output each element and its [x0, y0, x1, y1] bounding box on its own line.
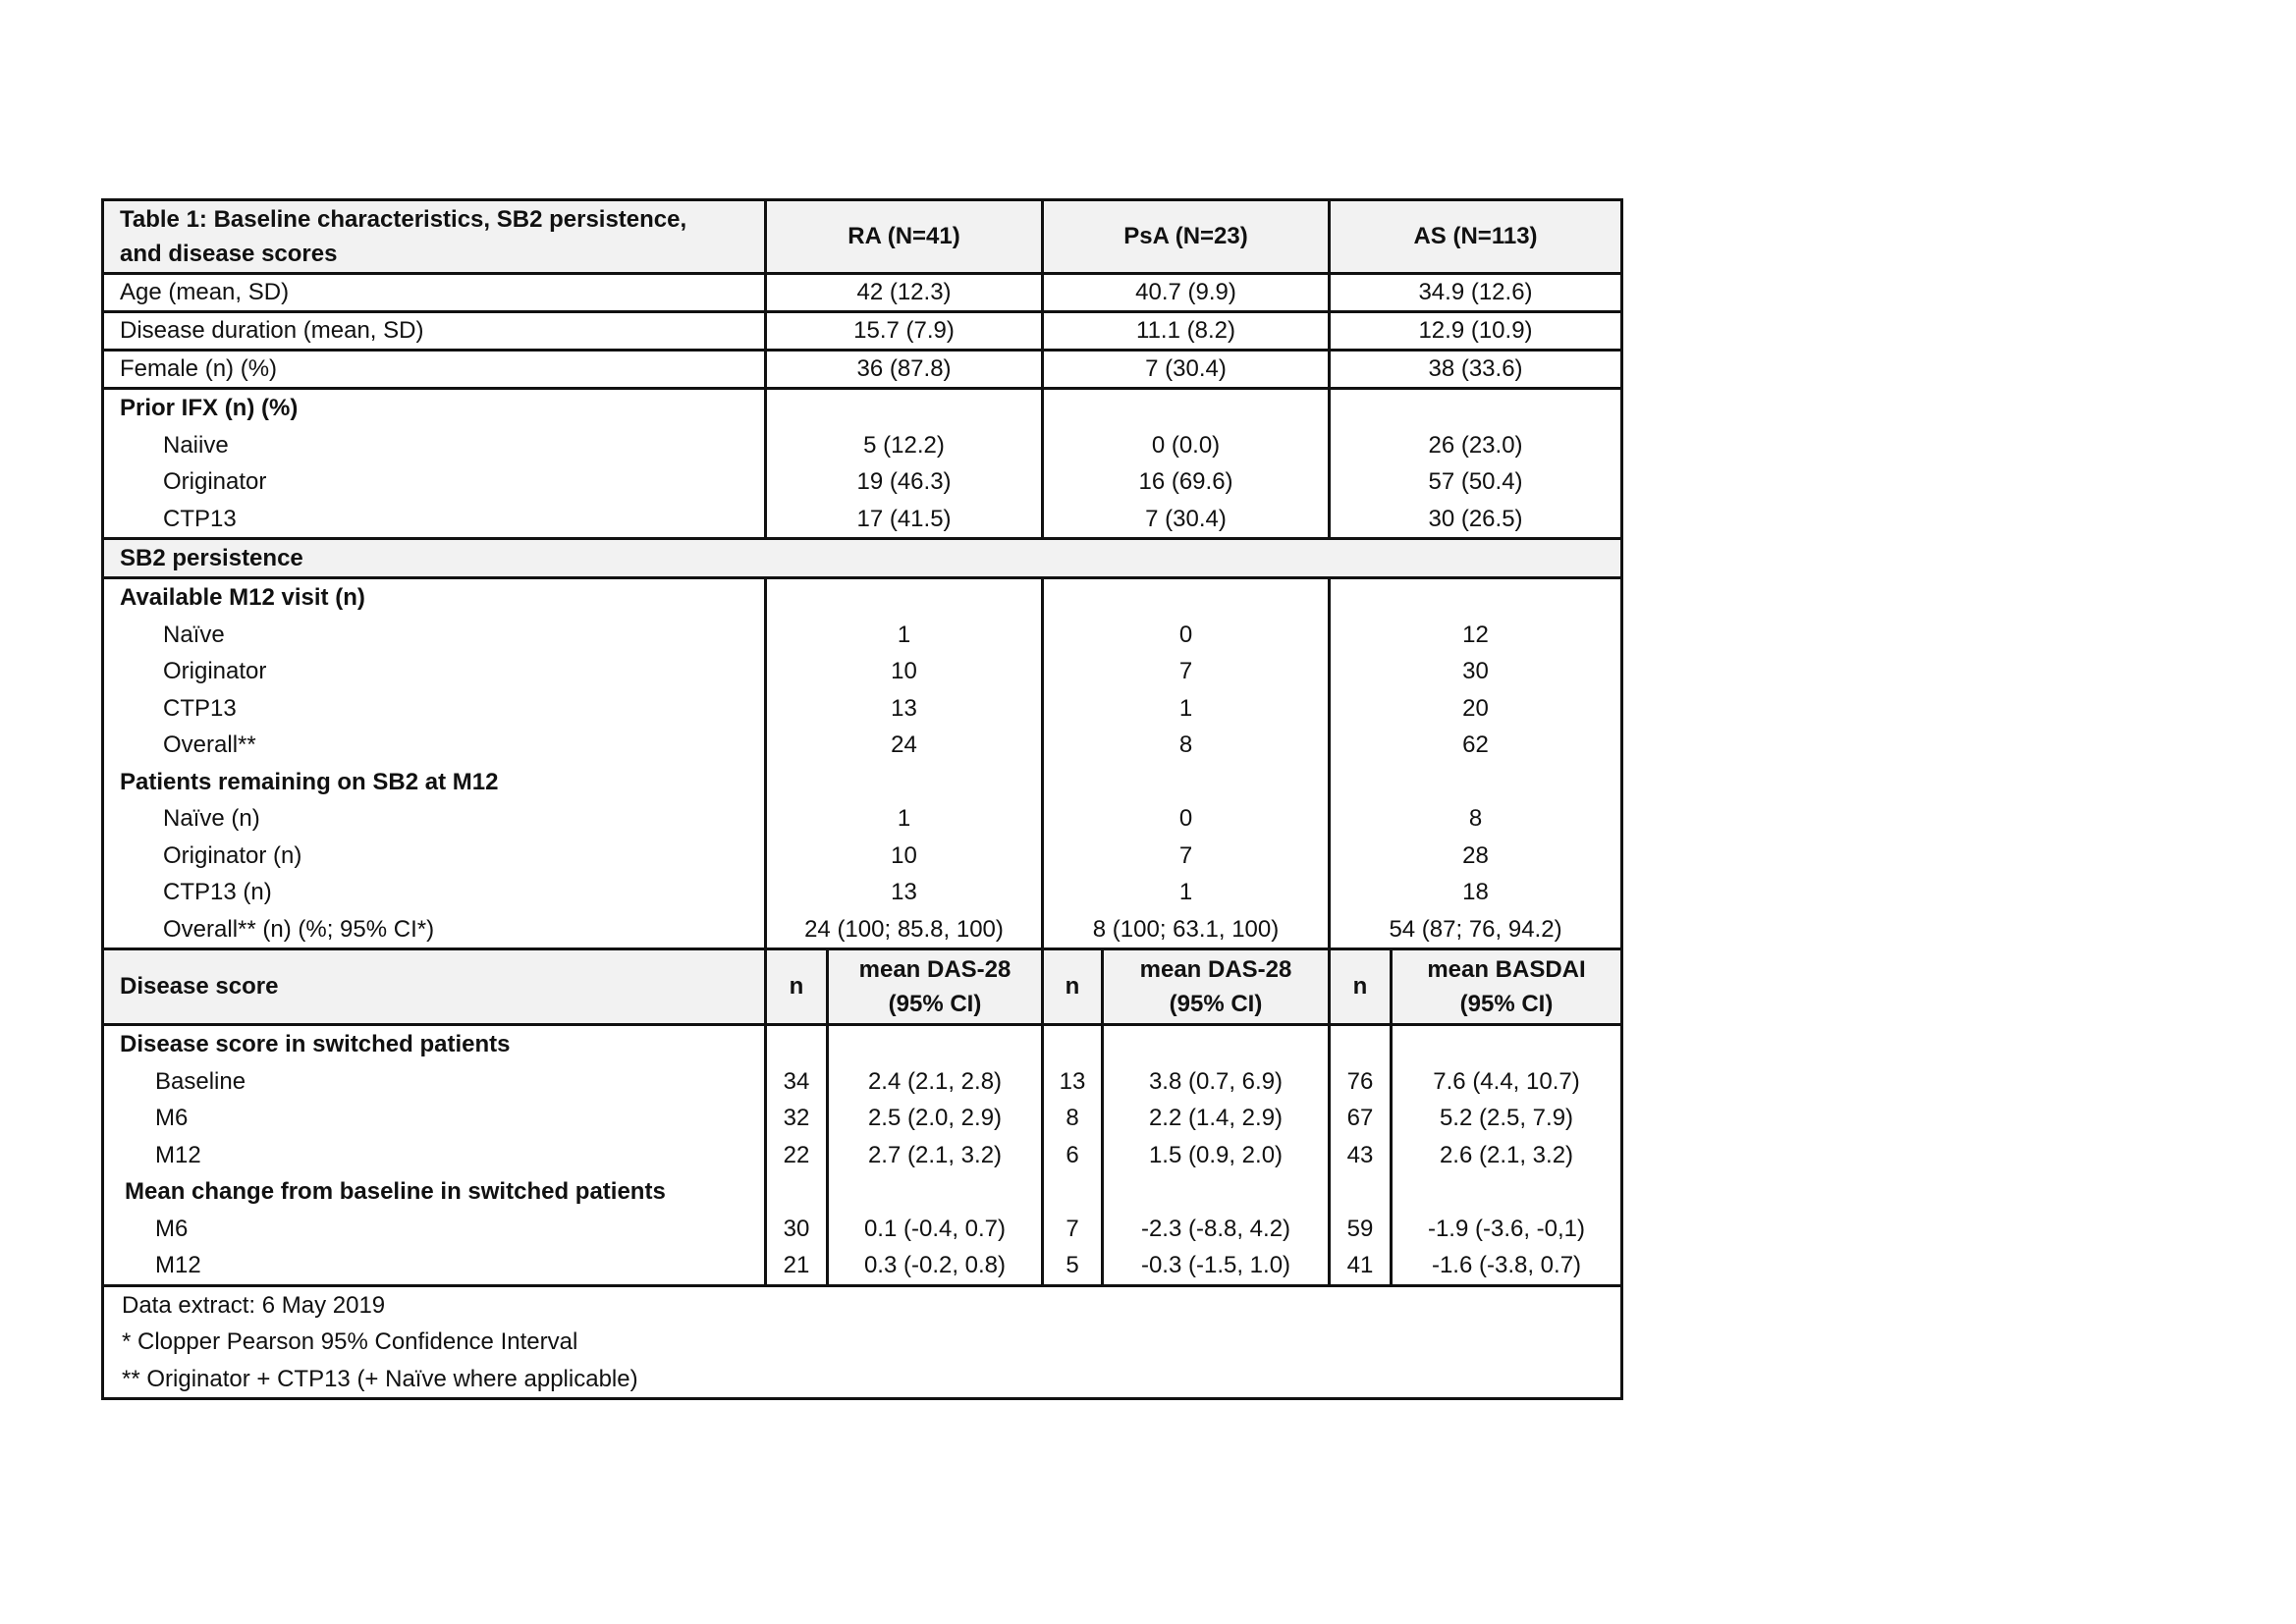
cell: 67 — [1346, 1105, 1374, 1131]
cell: 59 — [1346, 1215, 1374, 1242]
cell: 41 — [1346, 1252, 1374, 1278]
cell: 0.3 (-0.2, 0.8) — [863, 1252, 1007, 1278]
psa-score-values — [1103, 1025, 1330, 1286]
section-heading: Prior IFX (n) (%) — [120, 395, 299, 421]
section-heading: Mean change from baseline in switched patients — [125, 1178, 666, 1205]
cell: 57 (50.4) — [1428, 468, 1523, 495]
ra-n-values — [766, 1025, 828, 1286]
cell: 1.5 (0.9, 2.0) — [1148, 1141, 1284, 1168]
cell: 54 (87; 76, 94.2) — [1389, 915, 1562, 943]
section-heading: Patients remaining on SB2 at M12 — [120, 768, 499, 795]
cell: -1.9 (-3.6, -0,1) — [1427, 1215, 1586, 1242]
cell: 13 — [891, 694, 917, 722]
sb2-persistence-block — [103, 578, 1622, 949]
cell: 7 (30.4) — [1145, 505, 1227, 532]
row-label: Originator — [163, 468, 267, 495]
cell: 19 (46.3) — [856, 468, 952, 495]
cell: 36 (87.8) — [766, 351, 1043, 389]
table-title — [103, 200, 766, 274]
cell: 11.1 (8.2) — [1043, 312, 1330, 351]
footnotes-row — [103, 1285, 1622, 1399]
row-label: Baseline — [155, 1067, 246, 1095]
cell: 76 — [1346, 1067, 1374, 1095]
title-line: and disease scores — [120, 241, 338, 267]
cell: 5 — [1066, 1252, 1079, 1278]
footnote: * Clopper Pearson 95% Confidence Interval — [122, 1328, 578, 1355]
table-row — [103, 312, 1622, 351]
cell: 18 — [1462, 879, 1489, 905]
cell: 1 — [1178, 694, 1193, 722]
table-row — [103, 351, 1622, 389]
row-label: Naïve — [163, 621, 225, 648]
cell: 8 — [1066, 1105, 1079, 1131]
cell: 15.7 (7.9) — [766, 312, 1043, 351]
row-label: Originator (n) — [163, 841, 302, 869]
row-label: Age (mean, SD) — [103, 274, 766, 312]
metric-header — [1392, 949, 1622, 1025]
cell: 10 — [891, 841, 917, 869]
prior-ifx-labels — [103, 389, 766, 539]
cell: 62 — [1462, 731, 1489, 758]
cell: 26 (23.0) — [1428, 431, 1523, 459]
disease-score-header-row — [103, 949, 1622, 1025]
psa-n-values — [1043, 1025, 1103, 1286]
column-header-as: AS (N=113) — [1330, 200, 1622, 274]
cell: 20 — [1462, 694, 1489, 722]
cell: 10 — [891, 658, 917, 684]
cell: 32 — [783, 1105, 810, 1131]
section-heading: Disease score — [103, 949, 766, 1025]
row-label: Overall** — [163, 731, 256, 758]
as-values — [1330, 578, 1622, 949]
n-header: n — [766, 949, 828, 1025]
cell: 24 — [891, 731, 917, 758]
footnote: ** Originator + CTP13 (+ Naïve where applicable) — [122, 1365, 638, 1392]
cell: 3.8 (0.7, 6.9) — [1148, 1067, 1284, 1095]
cell: 30 — [783, 1215, 810, 1242]
row-label: M6 — [155, 1215, 189, 1242]
cell: 7 — [1178, 841, 1193, 869]
row-label: M12 — [155, 1252, 201, 1278]
cell: 16 (69.6) — [1138, 468, 1233, 495]
row-label: Originator — [163, 658, 267, 684]
cell: 12.9 (10.9) — [1330, 312, 1622, 351]
metric-line: (95% CI) — [888, 991, 982, 1017]
ra-score-values — [828, 1025, 1043, 1286]
footnote: Data extract: 6 May 2019 — [122, 1291, 386, 1319]
cell: 1 — [897, 805, 911, 832]
cell: 2.2 (1.4, 2.9) — [1148, 1105, 1284, 1131]
cell: -2.3 (-8.8, 4.2) — [1140, 1215, 1291, 1242]
cell: 2.7 (2.1, 3.2) — [867, 1141, 1003, 1168]
row-label: Overall** (n) (%; 95% CI*) — [163, 915, 435, 943]
cell: 17 (41.5) — [856, 505, 952, 532]
column-header-ra: RA (N=41) — [766, 200, 1043, 274]
cell: 34 — [783, 1067, 810, 1095]
as-values — [1330, 389, 1622, 539]
sb2-persistence-row — [103, 539, 1622, 578]
metric-line: (95% CI) — [1169, 991, 1263, 1017]
row-label: M6 — [155, 1105, 189, 1131]
metric-line: (95% CI) — [1459, 991, 1554, 1017]
cell: 8 — [1178, 731, 1193, 758]
row-label: CTP13 — [163, 694, 237, 722]
footnotes — [103, 1285, 1622, 1399]
column-header-psa: PsA (N=23) — [1043, 200, 1330, 274]
metric-line: mean DAS-28 — [858, 956, 1011, 983]
disease-score-block — [103, 1025, 1622, 1286]
cell: 0 (0.0) — [1151, 431, 1221, 459]
cell: 2.4 (2.1, 2.8) — [867, 1067, 1003, 1095]
cell: -1.6 (-3.8, 0.7) — [1431, 1252, 1582, 1278]
section-heading: Available M12 visit (n) — [120, 584, 365, 611]
cell: 8 (100; 63.1, 100) — [1092, 915, 1280, 943]
prior-ifx-block — [103, 389, 1622, 539]
cell: 2.5 (2.0, 2.9) — [867, 1105, 1003, 1131]
cell: 8 — [1468, 805, 1483, 832]
cell: 7 — [1066, 1215, 1079, 1242]
section-heading: SB2 persistence — [103, 539, 1622, 578]
metric-line: mean DAS-28 — [1139, 956, 1292, 983]
disease-score-labels — [103, 1025, 766, 1286]
psa-values — [1043, 389, 1330, 539]
cell: -0.3 (-1.5, 1.0) — [1140, 1252, 1291, 1278]
row-label: Naiive — [163, 431, 229, 459]
as-score-values — [1392, 1025, 1622, 1286]
metric-line: mean BASDAI — [1427, 956, 1586, 983]
row-label: CTP13 (n) — [163, 879, 272, 905]
ra-values — [766, 578, 1043, 949]
psa-values — [1043, 578, 1330, 949]
cell: 13 — [891, 879, 917, 905]
row-label: Naïve (n) — [163, 805, 260, 832]
cell: 24 (100; 85.8, 100) — [804, 915, 1004, 943]
cell: 42 (12.3) — [766, 274, 1043, 312]
cell: 6 — [1066, 1141, 1079, 1168]
cell: 0 — [1178, 621, 1193, 648]
persistence-labels — [103, 578, 766, 949]
cell: 34.9 (12.6) — [1330, 274, 1622, 312]
cell: 38 (33.6) — [1330, 351, 1622, 389]
baseline-characteristics-table — [101, 198, 1623, 1400]
row-label: CTP13 — [163, 505, 237, 532]
row-label: Disease duration (mean, SD) — [103, 312, 766, 351]
row-label: M12 — [155, 1141, 201, 1168]
cell: 40.7 (9.9) — [1043, 274, 1330, 312]
cell: 7 — [1178, 658, 1193, 684]
cell: 30 (26.5) — [1428, 505, 1523, 532]
cell: 0 — [1178, 805, 1193, 832]
cell: 30 — [1462, 658, 1489, 684]
cell: 0.1 (-0.4, 0.7) — [863, 1215, 1007, 1242]
cell: 5.2 (2.5, 7.9) — [1439, 1105, 1574, 1131]
metric-header — [828, 949, 1043, 1025]
n-header: n — [1330, 949, 1392, 1025]
title-line: Table 1: Baseline characteristics, SB2 persistence, — [120, 206, 687, 233]
ra-values — [766, 389, 1043, 539]
row-label: Female (n) (%) — [103, 351, 766, 389]
cell: 1 — [1178, 879, 1193, 905]
cell: 43 — [1346, 1141, 1374, 1168]
metric-header — [1103, 949, 1330, 1025]
table-row — [103, 274, 1622, 312]
cell: 2.6 (2.1, 3.2) — [1439, 1141, 1574, 1168]
cell: 5 (12.2) — [863, 431, 945, 459]
cell: 22 — [783, 1141, 810, 1168]
cell: 12 — [1462, 621, 1489, 648]
cell: 1 — [897, 621, 911, 648]
cell: 21 — [783, 1252, 810, 1278]
as-n-values — [1330, 1025, 1392, 1286]
cell: 28 — [1462, 841, 1489, 869]
n-header: n — [1043, 949, 1103, 1025]
header-row — [103, 200, 1622, 274]
cell: 7 (30.4) — [1043, 351, 1330, 389]
cell: 7.6 (4.4, 10.7) — [1433, 1067, 1580, 1095]
cell: 13 — [1059, 1067, 1086, 1095]
section-heading: Disease score in switched patients — [120, 1031, 511, 1057]
